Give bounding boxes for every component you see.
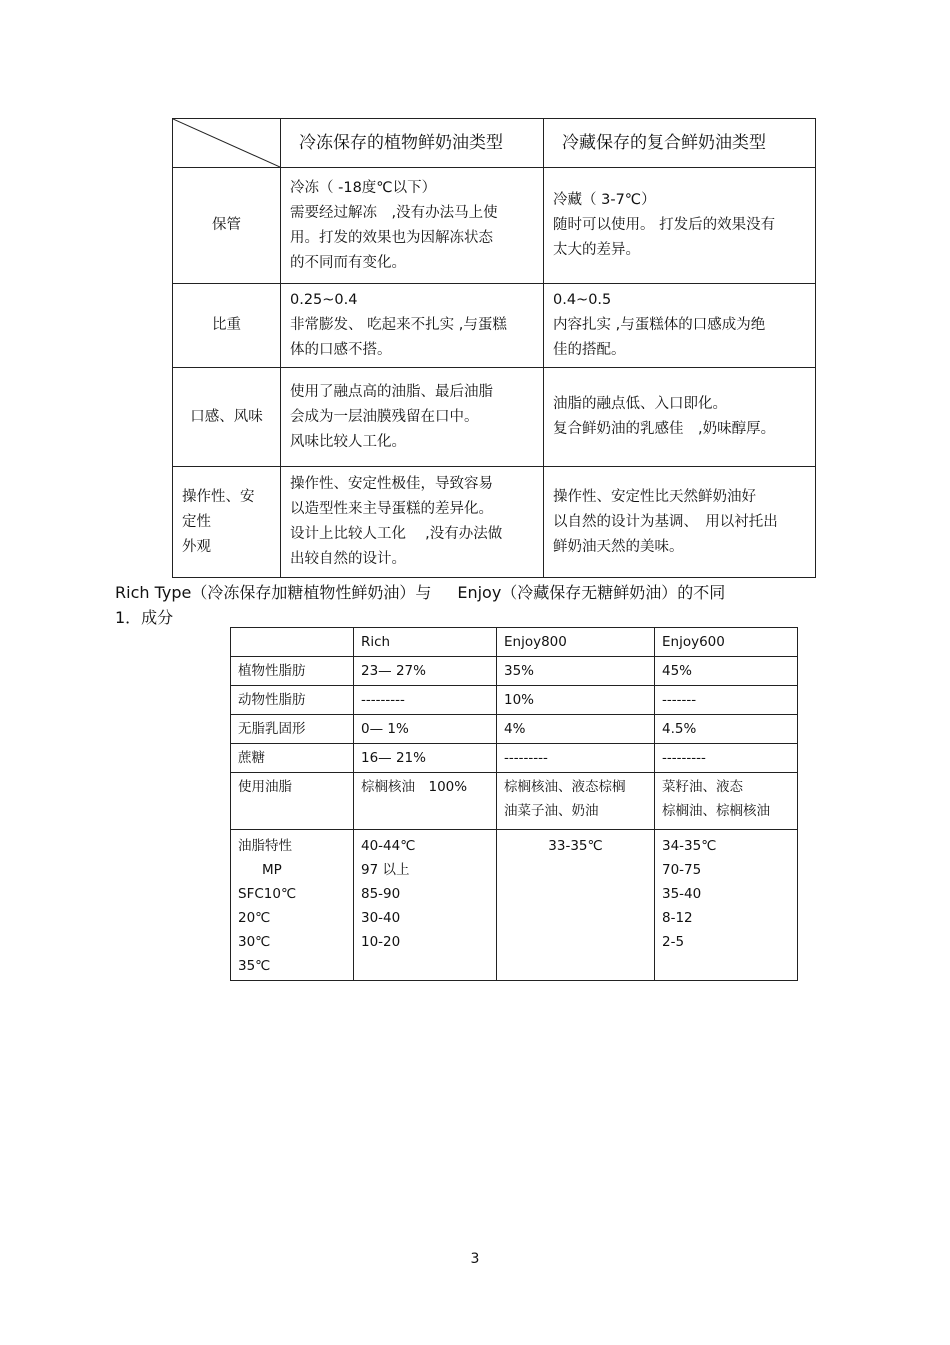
enjoy800-value: 4% xyxy=(497,715,655,744)
enjoy600-value: 4.5% xyxy=(655,715,798,744)
frozen-taste-cell: 使用了融点高的油脂、最后油脂 会成为一层油膜残留在口中。 风味比较人工化。 xyxy=(281,368,544,467)
enjoy600-value: ------- xyxy=(655,686,798,715)
row-label-taste: 口感、风味 xyxy=(173,368,281,467)
row-label-handling: 操作性、安 定性 外观 xyxy=(173,467,281,578)
row-label-density: 比重 xyxy=(173,284,281,368)
chilled-taste-cell: 油脂的融点低、入口即化。 复合鲜奶油的乳感佳 ,奶味醇厚。 xyxy=(544,368,816,467)
diagonal-corner-cell xyxy=(173,119,281,168)
rich-value: 0— 1% xyxy=(354,715,497,744)
row-label: 蔗糖 xyxy=(231,744,354,773)
ingredient-row xyxy=(231,657,798,686)
ingredient-row-oil-properties xyxy=(231,830,798,981)
enjoy600-value: --------- xyxy=(655,744,798,773)
storage-row-storage xyxy=(173,168,816,284)
enjoy600-value: 34-35℃ 70-75 35-40 8-12 2-5 xyxy=(655,830,798,981)
enjoy800-value: 33-35℃ xyxy=(497,830,655,981)
storage-row-taste xyxy=(173,368,816,467)
frozen-type-header: 冷冻保存的植物鲜奶油类型 xyxy=(281,119,544,168)
enjoy600-value: 菜籽油、液态 棕榈油、棕榈核油 xyxy=(655,773,798,830)
chilled-handling-cell: 操作性、安定性比天然鲜奶油好 以自然的设计为基调、 用以衬托出 鲜奶油天然的美味。 xyxy=(544,467,816,578)
rich-value: 16— 21% xyxy=(354,744,497,773)
rich-value: 23— 27% xyxy=(354,657,497,686)
ingredient-header-empty xyxy=(231,628,354,657)
row-label: 油脂特性 MP SFC10℃ 20℃ 30℃ 35℃ xyxy=(231,830,354,981)
chilled-storage-cell: 冷藏（ 3-7℃） 随时可以使用。 打发后的效果没有 太大的差异。 xyxy=(544,168,816,284)
column-header-rich: Rich xyxy=(354,628,497,657)
row-label: 动物性脂肪 xyxy=(231,686,354,715)
frozen-density-cell: 0.25~0.4 非常膨发、 吃起来不扎实 ,与蛋糕 体的口感不搭。 xyxy=(281,284,544,368)
storage-row-density xyxy=(173,284,816,368)
ingredient-row xyxy=(231,773,798,830)
rich-value: --------- xyxy=(354,686,497,715)
enjoy800-value: --------- xyxy=(497,744,655,773)
ingredient-header-row xyxy=(231,628,798,657)
enjoy800-value: 35% xyxy=(497,657,655,686)
rich-value: 棕榈核油 100% xyxy=(354,773,497,830)
column-header-enjoy800: Enjoy800 xyxy=(497,628,655,657)
comparison-heading: Rich Type（冷冻保存加糖植物性鲜奶油）与 Enjoy（冷藏保存无糖鲜奶油）的不同 xyxy=(115,583,726,602)
column-header-enjoy600: Enjoy600 xyxy=(655,628,798,657)
enjoy800-value: 10% xyxy=(497,686,655,715)
frozen-storage-cell: 冷冻（ -18度℃以下） 需要经过解冻 ,没有办法马上使 用。打发的效果也为因解冻状态 的不同而有变化。 xyxy=(281,168,544,284)
enjoy600-value: 45% xyxy=(655,657,798,686)
ingredient-row xyxy=(231,715,798,744)
enjoy800-value: 棕榈核油、液态棕榈 油菜子油、奶油 xyxy=(497,773,655,830)
section-heading: 1．成分 xyxy=(115,608,174,627)
page-number: 3 xyxy=(470,1251,480,1267)
storage-comparison-table xyxy=(172,118,816,578)
row-label: 植物性脂肪 xyxy=(231,657,354,686)
storage-row-handling xyxy=(173,467,816,578)
row-label: 无脂乳固形 xyxy=(231,715,354,744)
chilled-type-header: 冷藏保存的复合鲜奶油类型 xyxy=(544,119,816,168)
row-label-storage: 保管 xyxy=(173,168,281,284)
frozen-handling-cell: 操作性、安定性极佳，导致容易 以造型性来主导蛋糕的差异化。 设计上比较人工化 ,没有办法做 出较自然的设计。 xyxy=(281,467,544,578)
ingredient-row xyxy=(231,744,798,773)
storage-table-header-row xyxy=(173,119,816,168)
rich-value: 40-44℃ 97 以上 85-90 30-40 10-20 xyxy=(354,830,497,981)
row-label: 使用油脂 xyxy=(231,773,354,830)
ingredient-table xyxy=(230,627,798,981)
chilled-density-cell: 0.4~0.5 内容扎实 ,与蛋糕体的口感成为绝 佳的搭配。 xyxy=(544,284,816,368)
ingredient-row xyxy=(231,686,798,715)
